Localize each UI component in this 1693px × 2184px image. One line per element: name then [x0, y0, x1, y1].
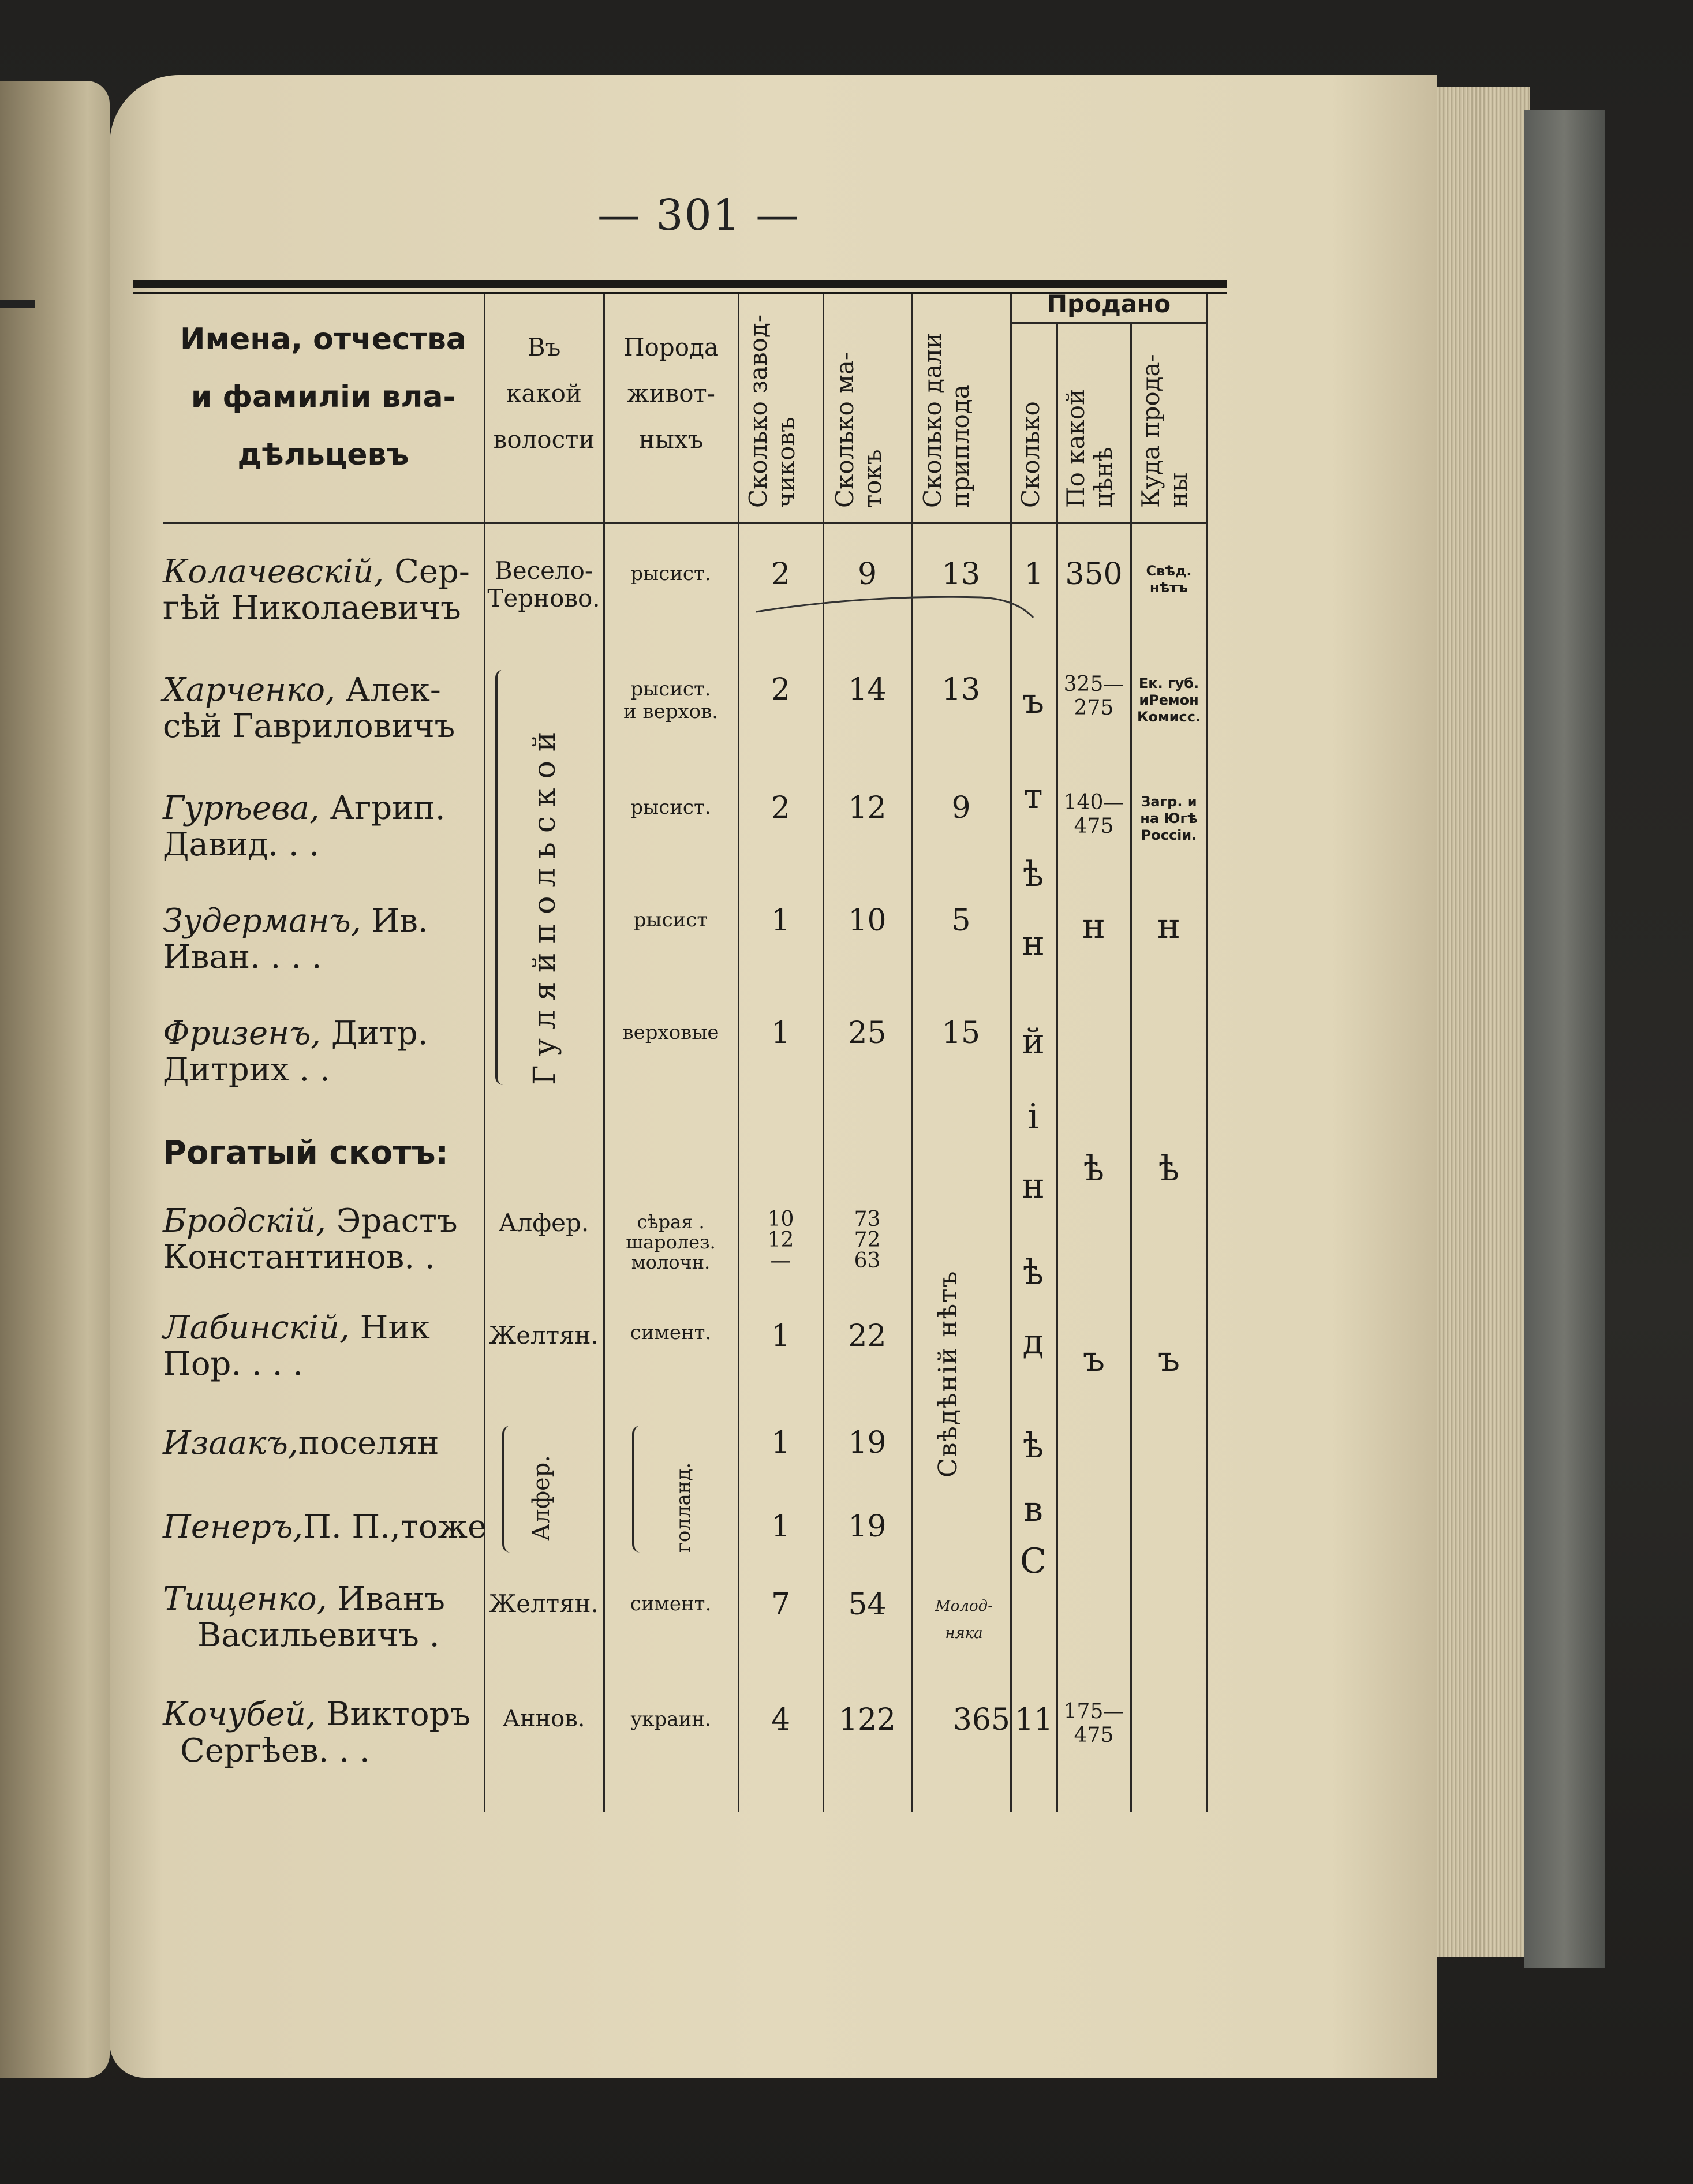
owner-given: Викторъ — [326, 1696, 471, 1733]
owner-name — [163, 1203, 458, 1276]
header-sold-count-line: Сколько — [1016, 401, 1045, 508]
sold-price-cell — [1057, 791, 1130, 839]
header-breed-line: ныхъ — [638, 425, 704, 454]
header-breed-line: Порода — [623, 333, 719, 361]
owner-given: Сер- — [394, 553, 470, 590]
stamp-letter: С — [1020, 1541, 1047, 1581]
sold-price-line: 325— — [1063, 672, 1124, 696]
breed-line: молочн. — [631, 1251, 711, 1274]
sold-price-line: 475 — [1074, 814, 1114, 839]
page-number: — 301 — — [597, 190, 800, 240]
sold-where-line: Россіи. — [1141, 827, 1197, 843]
sold-where-line: иРемон — [1139, 691, 1199, 708]
owner-name — [163, 1509, 487, 1546]
breed-line: рысист. — [630, 678, 711, 701]
volost-cell: Аннов. — [502, 1706, 585, 1732]
header-sires-line: Сколько завод- — [744, 314, 772, 508]
dams-cell: 10 — [848, 903, 887, 938]
stamp-letter: й — [1022, 1022, 1045, 1062]
sires-cell: 1 — [771, 1319, 791, 1353]
dams-cell: 19 — [848, 1426, 887, 1460]
col-divider — [911, 294, 913, 1812]
offspring-cell: 13 — [941, 557, 981, 592]
owner-name-line — [163, 1203, 458, 1240]
dams-line: 63 — [854, 1249, 881, 1273]
volost-cell: Желтян. — [489, 1590, 599, 1618]
header-volost-line: какой — [506, 379, 582, 407]
header-breed — [604, 324, 738, 462]
sires-cell: 7 — [771, 1587, 791, 1622]
header-volost-line: волости — [493, 425, 595, 454]
header-sold-price — [1062, 389, 1118, 508]
sold-price-line: 140— — [1063, 791, 1124, 814]
header-names-line: Имена, отчества — [180, 322, 466, 357]
owner-given: Алек- — [345, 671, 441, 709]
stamp-letter: н — [1022, 923, 1045, 964]
col-divider — [603, 294, 605, 1812]
sires-cell: 4 — [771, 1703, 791, 1737]
stamp-letter: ѣ — [1083, 1149, 1105, 1189]
owner-surname: Тищенко, — [163, 1580, 327, 1618]
header-offspring-line: приплода — [946, 384, 975, 508]
header-sold-price-line: цѣнѣ — [1089, 447, 1118, 508]
owner-given: поселян — [298, 1424, 439, 1462]
col-divider — [1010, 294, 1012, 1812]
breed-cell — [605, 678, 737, 723]
sold-price-cell — [1057, 672, 1130, 720]
stamp-letter: ъ — [1022, 681, 1045, 721]
owner-name — [163, 672, 455, 745]
owner-name-line — [163, 554, 470, 590]
sires-cell: 2 — [771, 557, 791, 592]
col-divider — [1206, 294, 1208, 1812]
sires-cell: 1 — [771, 1426, 791, 1460]
owner-name-line — [163, 1509, 487, 1546]
header-breed-line: живот- — [627, 379, 715, 407]
sold-price-line: 475 — [1074, 1723, 1114, 1748]
owner-name — [163, 1310, 430, 1382]
header-sold-group: Продано — [1047, 290, 1171, 318]
owner-name — [163, 554, 470, 626]
breed-line: сѣрая . — [637, 1211, 705, 1233]
owner-given: Эрастъ — [336, 1202, 458, 1240]
owner-given: гѣй Николаевичъ — [163, 589, 461, 627]
dams-cell — [824, 1209, 911, 1271]
breed-cell: верховые — [622, 1021, 719, 1044]
owner-given: Дитр. — [331, 1015, 428, 1052]
breed-cell: симент. — [630, 1321, 712, 1344]
sires-cell: 1 — [771, 903, 791, 938]
stamp-letter: н — [1022, 1166, 1045, 1206]
owner-surname: Пенеръ, — [163, 1508, 303, 1546]
stamp-letter: н — [1082, 906, 1105, 947]
col-divider — [484, 294, 485, 1812]
owner-name-line — [163, 903, 428, 940]
owner-name — [163, 1697, 470, 1769]
hand-stroke — [750, 583, 1039, 629]
header-sold-price-line: По какой — [1062, 388, 1090, 508]
dams-line: 72 — [854, 1228, 881, 1252]
section-title: Рогатый скотъ: — [163, 1134, 449, 1172]
sold-where-cell — [1131, 563, 1206, 596]
breed-line: и верхов. — [623, 700, 719, 724]
sires-line: 10 — [767, 1207, 794, 1231]
dams-cell: 122 — [838, 1703, 896, 1737]
col-divider — [738, 294, 739, 1812]
header-dams-line: токъ — [858, 449, 887, 508]
header-volost — [485, 324, 603, 462]
breed-cell: украин. — [630, 1708, 711, 1731]
owner-name-line — [163, 1310, 430, 1347]
owner-name — [163, 1016, 428, 1088]
volost-cell: Алфер. — [498, 1209, 589, 1237]
owner-surname: Колачевскій, — [163, 553, 384, 590]
sires-line: 12 — [767, 1228, 794, 1252]
dams-cell: 14 — [848, 672, 887, 707]
dams-cell: 19 — [848, 1509, 887, 1544]
owner-name-line — [163, 1697, 470, 1733]
sold-price-line: 275 — [1074, 696, 1114, 720]
owner-name — [163, 791, 446, 863]
offspring-handwritten: Молод- няка — [935, 1598, 993, 1642]
owner-name-line — [163, 672, 455, 709]
owner-given: Иван. . . . — [163, 938, 322, 976]
sold-where-line: Комисс. — [1137, 708, 1201, 725]
owner-name-line — [163, 1581, 445, 1618]
header-names — [163, 320, 484, 474]
header-sires-line: чиковъ — [772, 417, 801, 508]
owner-surname: Лабинскій, — [163, 1309, 350, 1347]
offspring-cell: 9 — [951, 791, 971, 825]
left-page-mark — [0, 300, 35, 308]
owner-given: П. П.,тоже — [302, 1508, 487, 1546]
header-dams-line: Сколько ма- — [831, 351, 859, 508]
sold-where-line: нѣтъ — [1149, 579, 1189, 596]
table-top-rule — [133, 280, 1227, 288]
breed-brace — [632, 1426, 645, 1553]
header-sires — [745, 315, 801, 508]
dams-cell: 12 — [848, 791, 887, 825]
owner-given: Васильевичъ . — [197, 1616, 440, 1654]
dams-cell: 22 — [848, 1319, 887, 1353]
volost-brace — [502, 1426, 515, 1553]
sold-price-cell — [1057, 1700, 1130, 1748]
stamp-letter: д — [1022, 1322, 1044, 1362]
sires-cell: 2 — [771, 791, 791, 825]
header-names-line: и фамиліи вла- — [190, 380, 456, 414]
vertical-note-offspring: Свѣдѣній нѣтъ — [933, 1270, 963, 1478]
breed-line: шаролез. — [626, 1231, 716, 1254]
sold-group-rule — [1010, 322, 1206, 324]
breed-cell: рысист. — [630, 562, 711, 585]
left-page-edge — [0, 81, 110, 2078]
sold-count-cell: 11 — [1014, 1703, 1053, 1737]
owner-given: Сергѣев. . . — [180, 1732, 370, 1770]
owner-given: Давид. . . — [163, 825, 320, 863]
sold-where-line: на Югѣ — [1140, 810, 1198, 827]
owner-given: Константинов. . — [163, 1238, 435, 1276]
sires-cell: 2 — [771, 672, 791, 707]
breed-cell — [605, 1212, 737, 1273]
dams-line: 73 — [854, 1207, 881, 1231]
owner-surname: Гурѣева, — [163, 790, 320, 827]
breed-cell: рысист. — [630, 796, 711, 819]
owner-given: Пор. . . . — [163, 1345, 304, 1383]
header-sold-where — [1137, 354, 1193, 508]
breed-cell: симент. — [630, 1592, 712, 1615]
stamp-letter: ѣ — [1022, 1426, 1044, 1466]
stamp-letter: н — [1157, 906, 1180, 947]
col-divider — [1130, 323, 1132, 1812]
breed-brace-label: голланд. — [672, 1462, 695, 1553]
offspring-cell: 13 — [941, 672, 981, 707]
owner-name-line — [163, 1016, 428, 1052]
volost-cell: Желтян. — [489, 1321, 599, 1349]
sold-where-cell — [1131, 675, 1206, 725]
owner-name — [163, 1426, 439, 1462]
volost-brace-label: Гуляйпольской — [528, 722, 562, 1085]
offspring-cell: 5 — [951, 903, 971, 938]
header-dams — [831, 352, 887, 508]
stamp-letter: ъ — [1157, 1339, 1180, 1379]
owner-surname: Бродскій, — [163, 1202, 326, 1240]
book-cover — [1524, 110, 1605, 1968]
sold-price-line: 175— — [1063, 1700, 1124, 1723]
sold-where-cell — [1131, 794, 1206, 843]
sires-cell: 1 — [771, 1509, 791, 1544]
col-divider — [1056, 323, 1058, 1812]
owner-name — [163, 903, 428, 975]
header-sold-where-line: ны — [1164, 472, 1193, 508]
owner-name — [163, 1581, 445, 1654]
header-volost-line: Въ — [527, 333, 561, 361]
stamp-letter: ѣ — [1022, 854, 1044, 895]
header-sold-count — [1017, 401, 1045, 508]
owner-name-line — [163, 791, 446, 827]
dams-cell: 54 — [848, 1587, 887, 1622]
breed-cell: рысист — [633, 908, 708, 932]
header-bottom-rule — [163, 522, 1206, 524]
owner-surname: Изаакъ, — [163, 1424, 298, 1462]
volost-brace-label: Алфер. — [528, 1454, 555, 1541]
owner-given: Ник — [360, 1309, 430, 1347]
stamp-letter: т — [1023, 776, 1043, 817]
owner-surname: Зудерманъ, — [163, 902, 361, 940]
volost-line: Терново. — [487, 584, 600, 613]
header-sold-where-line: Куда прода- — [1137, 354, 1165, 508]
stamp-letter: і — [1027, 1097, 1039, 1137]
volost-brace — [495, 670, 508, 1085]
stamp-letter: в — [1023, 1489, 1043, 1529]
owner-name-line — [163, 1426, 439, 1462]
owner-surname: Фризенъ, — [163, 1015, 322, 1052]
offspring-cell: 365 — [952, 1703, 1010, 1737]
sold-price-cell: 350 — [1065, 557, 1123, 592]
sires-cell — [739, 1209, 823, 1271]
owner-surname: Кочубей, — [163, 1696, 316, 1733]
owner-surname: Харченко, — [163, 671, 335, 709]
sires-cell: 1 — [771, 1016, 791, 1050]
offspring-cell: 15 — [941, 1016, 981, 1050]
header-offspring — [919, 332, 975, 508]
volost-line: Весело- — [494, 556, 593, 585]
sold-where-line: Свѣд. — [1146, 563, 1192, 579]
stamp-letter: ъ — [1082, 1339, 1105, 1379]
owner-given: Иванъ — [337, 1580, 445, 1618]
owner-given: Агрип. — [330, 790, 446, 827]
col-divider — [823, 294, 824, 1812]
stamp-letter: ѣ — [1022, 1252, 1044, 1293]
sold-count-cell: 1 — [1024, 557, 1044, 592]
dams-cell: 9 — [857, 557, 877, 592]
volost-cell — [486, 557, 601, 613]
owner-given: Ив. — [371, 902, 428, 940]
owner-given: Дитрих . . — [163, 1050, 330, 1089]
header-names-line: дѣльцевъ — [237, 437, 409, 472]
stamp-letter: ѣ — [1158, 1149, 1180, 1189]
owner-given: сѣй Гавриловичъ — [163, 707, 455, 745]
sold-where-line: Загр. и — [1141, 794, 1197, 810]
sires-line: — — [770, 1249, 791, 1273]
header-offspring-line: Сколько дали — [918, 332, 947, 508]
dams-cell: 25 — [848, 1016, 887, 1050]
sold-where-line: Ек. губ. — [1138, 675, 1199, 691]
